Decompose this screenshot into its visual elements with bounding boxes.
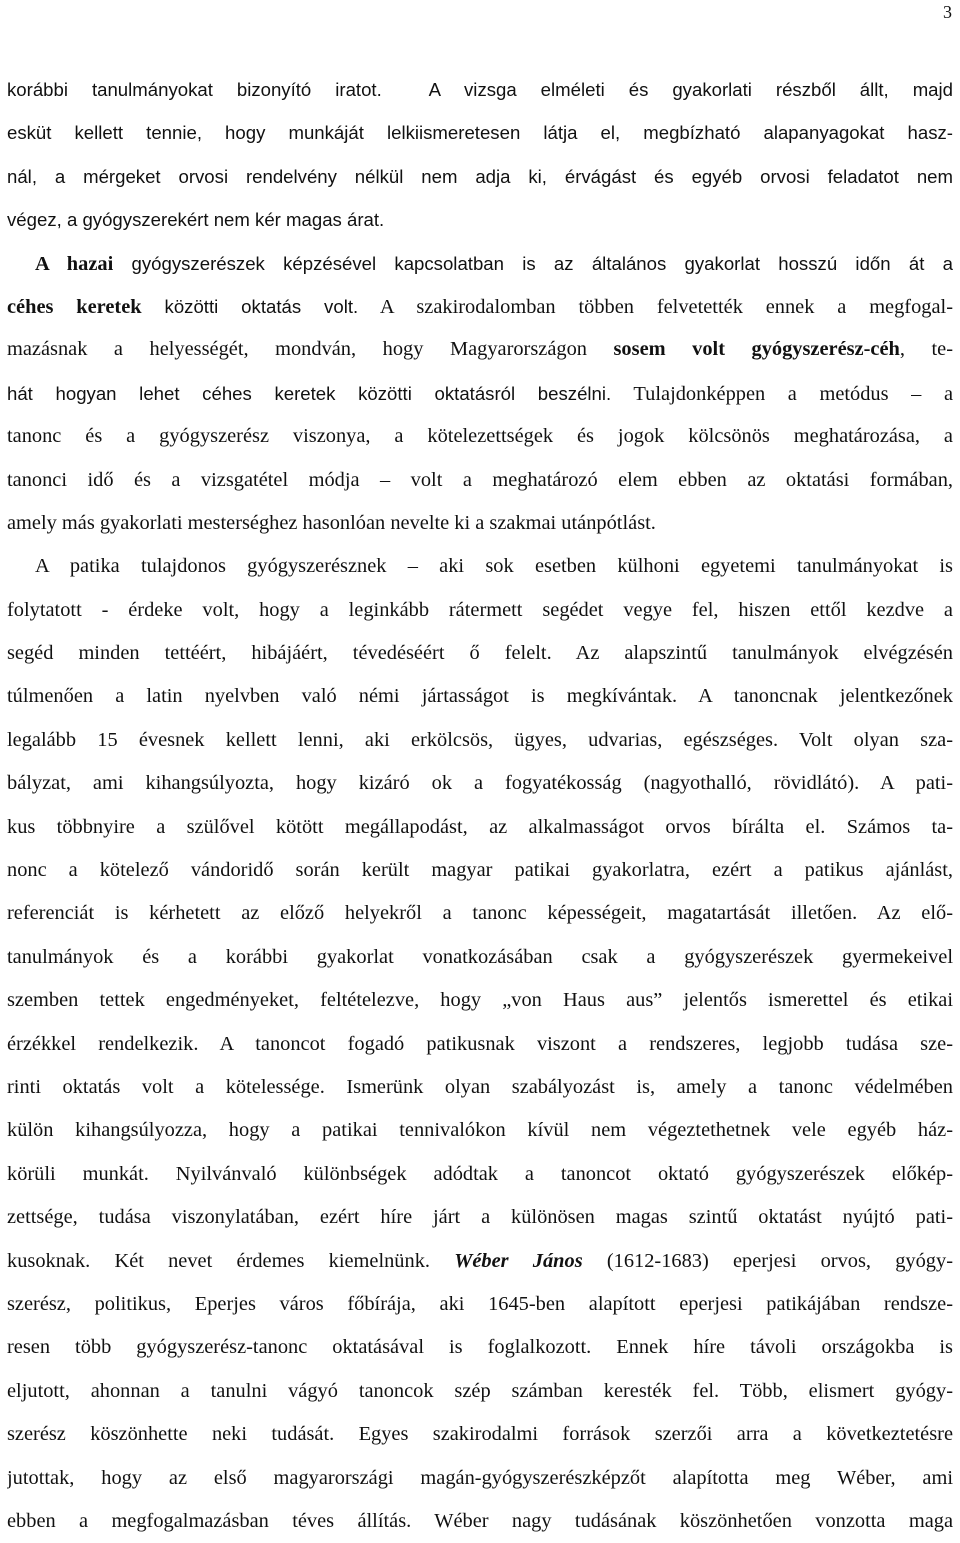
text-line	[7, 1413, 953, 1456]
text-line	[7, 849, 953, 892]
text-line	[7, 1023, 953, 1066]
text-segment: folytatott - érdeke volt, hogy a leginkább rátermett segédet vegye fel, hiszen ettől kezdve a	[7, 598, 953, 621]
text-line	[7, 1109, 953, 1152]
text-line	[7, 1500, 953, 1543]
text-segment: tanonc és a gyógyszerész viszonya, a kötelezettségek és jogok kölcsönös meghatározása, a	[7, 425, 953, 448]
text-segment: érzékkel rendelkezik. A tanoncot fogadó patikusnak viszont a rendszeres, legjobb tudása sze-	[7, 1032, 953, 1055]
text-segment: kus többnyire a szülővel kötött megállapodást, az alkalmasságot orvos bírálta el. Számos ta-	[7, 815, 953, 838]
text-line	[7, 1240, 953, 1283]
text-line	[7, 1283, 953, 1326]
text-segment: körüli munkát. Nyilvánvaló különbségek adódtak a tanoncot oktató gyógyszerészek előkép-	[7, 1162, 953, 1185]
page-number: 3	[943, 2, 952, 22]
text-segment: jutottak, hogy az első magyarországi magán-gyógyszerészképzőt alapította meg Wéber, ami	[7, 1466, 953, 1489]
text-segment: Wéber János	[454, 1249, 583, 1272]
text-segment: nál, a mérgeket orvosi rendelvény nélkül nem adja ki, érvágást és egyéb orvosi feladatot nem	[7, 165, 953, 187]
text-segment: tanulmányok és a korábbi gyakorlat vonatkozásában csak a gyógyszerészek gyermekeivel	[7, 945, 953, 968]
text-segment: (1612-1683) eperjesi orvos, gyógy-	[582, 1249, 953, 1272]
text-segment: külön kihangsúlyozza, hogy a patikai tennivalókon kívül nem végeztethetnek vele egyéb ház-	[7, 1119, 953, 1142]
text-line	[7, 1196, 953, 1239]
text-segment: , te-	[899, 338, 953, 361]
text-line	[7, 675, 953, 718]
text-line	[7, 285, 953, 328]
text-segment: kusoknak. Két nevet érdemes kiemelnünk.	[7, 1249, 455, 1272]
text-line	[7, 328, 953, 371]
text-segment: A szakirodalomban többen felvetették ennek a megfogal-	[358, 295, 953, 318]
text-segment: zettsége, tudása viszonylatában, ezért híre járt a különösen magas szintű oktatást nyújtó pati-	[7, 1206, 953, 1229]
document-body	[7, 68, 953, 1543]
text-segment: végez, a gyógyszerekért nem kér magas árat.	[7, 209, 385, 231]
text-line	[7, 155, 953, 198]
text-line	[7, 242, 953, 285]
text-line	[7, 1457, 953, 1500]
text-segment: esküt kellett tennie, hogy munkáját lelkiismeretesen látja el, megbízható alapanyagokat hasz-	[7, 122, 953, 144]
text-line	[7, 892, 953, 935]
text-segment: eljutott, ahonnan a tanulni vágyó tanoncok szép számban keresték fel. Több, elismert gyógy-	[7, 1379, 953, 1402]
text-segment: bályzat, ami kihangsúlyozta, hogy kizáró ok a fogyatékosság (nagyothalló, rövidlátó). A pati-	[7, 772, 953, 795]
text-segment: Tulajdonképpen a metódus – a	[611, 382, 953, 405]
text-segment: segéd minden tettéért, hibájáért, tévedéséért ő felelt. Az alapszintű tanulmányok elvégzésén	[7, 642, 953, 665]
text-segment: legalább 15 évesnek kellett lenni, aki erkölcsös, ügyes, udvarias, egészséges. Volt olyan sza-	[7, 728, 953, 751]
text-line	[7, 589, 953, 632]
text-segment: közötti oktatás volt.	[141, 295, 359, 317]
text-segment: A patika tulajdonos gyógyszerésznek – aki sok esetben külhoni egyetemi tanulmányokat is	[35, 555, 953, 578]
text-segment: sosem volt gyógyszerész-céh	[613, 338, 900, 361]
text-line	[7, 1066, 953, 1109]
text-segment: ebben a megfogalmazásban téves állítás. Wéber nagy tudásának köszönhetően vonzotta maga	[7, 1509, 953, 1532]
text-line	[7, 502, 953, 545]
text-line	[7, 979, 953, 1022]
text-segment: rinti oktatás volt a kötelessége. Ismerünk olyan szabályozást is, amely a tanonc védelmében	[7, 1075, 953, 1098]
text-segment: nonc a kötelező vándoridő során került magyar patikai gyakorlatra, ezért a patikus ajánlást,	[7, 859, 953, 882]
text-segment: korábbi tanulmányokat bizonyító iratot. A vizsga elméleti és gyakorlati részből állt, majd	[7, 79, 953, 100]
text-segment: szerész, politikus, Eperjes város főbírája, aki 1645-ben alapított eperjesi patikájában rendsze-	[7, 1292, 953, 1315]
text-line	[7, 545, 953, 588]
text-segment: gyógyszerészek képzésével kapcsolatban is az általános gyakorlat hosszú időn át a	[113, 252, 953, 274]
text-line	[7, 1326, 953, 1369]
text-segment: resen több gyógyszerész-tanonc oktatásával is foglalkozott. Ennek híre távoli országokba is	[7, 1336, 953, 1359]
text-segment: túlmenően a latin nyelvben való némi jártasságot is megkívántak. A tanoncnak jelentkezőnek	[7, 685, 953, 708]
text-segment: mazásnak a helyességét, mondván, hogy Magyarországon	[7, 338, 614, 361]
text-segment: referenciát is kérhetett az előző helyekről a tanonc képességeit, magatartását illetően. Az elő-	[7, 902, 953, 925]
text-line	[7, 1153, 953, 1196]
text-segment: amely más gyakorlati mesterséghez hasonlóan nevelte ki a szakmai utánpótlást.	[7, 511, 656, 534]
text-segment: tanonci idő és a vizsgatétel módja – volt a meghatározó elem ebben az oktatási formában,	[7, 468, 953, 491]
text-segment: szemben tettek engedményeket, feltételezve, hogy „von Haus aus” jelentős ismerettel és etikai	[7, 989, 953, 1012]
text-segment: A hazai	[35, 252, 114, 275]
text-line	[7, 632, 953, 675]
text-line	[7, 806, 953, 849]
text-segment: céhes keretek	[7, 295, 142, 318]
text-line	[7, 936, 953, 979]
text-line	[7, 719, 953, 762]
text-line	[7, 762, 953, 805]
text-line	[7, 372, 953, 415]
text-segment: hát hogyan lehet céhes keretek közötti oktatásról beszélni.	[7, 382, 612, 404]
text-segment: szerész köszönhette neki tudását. Egyes szakirodalmi források szerzői arra a következtetésre	[7, 1423, 953, 1446]
text-line	[7, 459, 953, 502]
text-line	[7, 198, 953, 241]
text-line	[7, 415, 953, 458]
text-line	[7, 111, 953, 154]
text-line	[7, 1370, 953, 1413]
text-line	[7, 68, 953, 111]
